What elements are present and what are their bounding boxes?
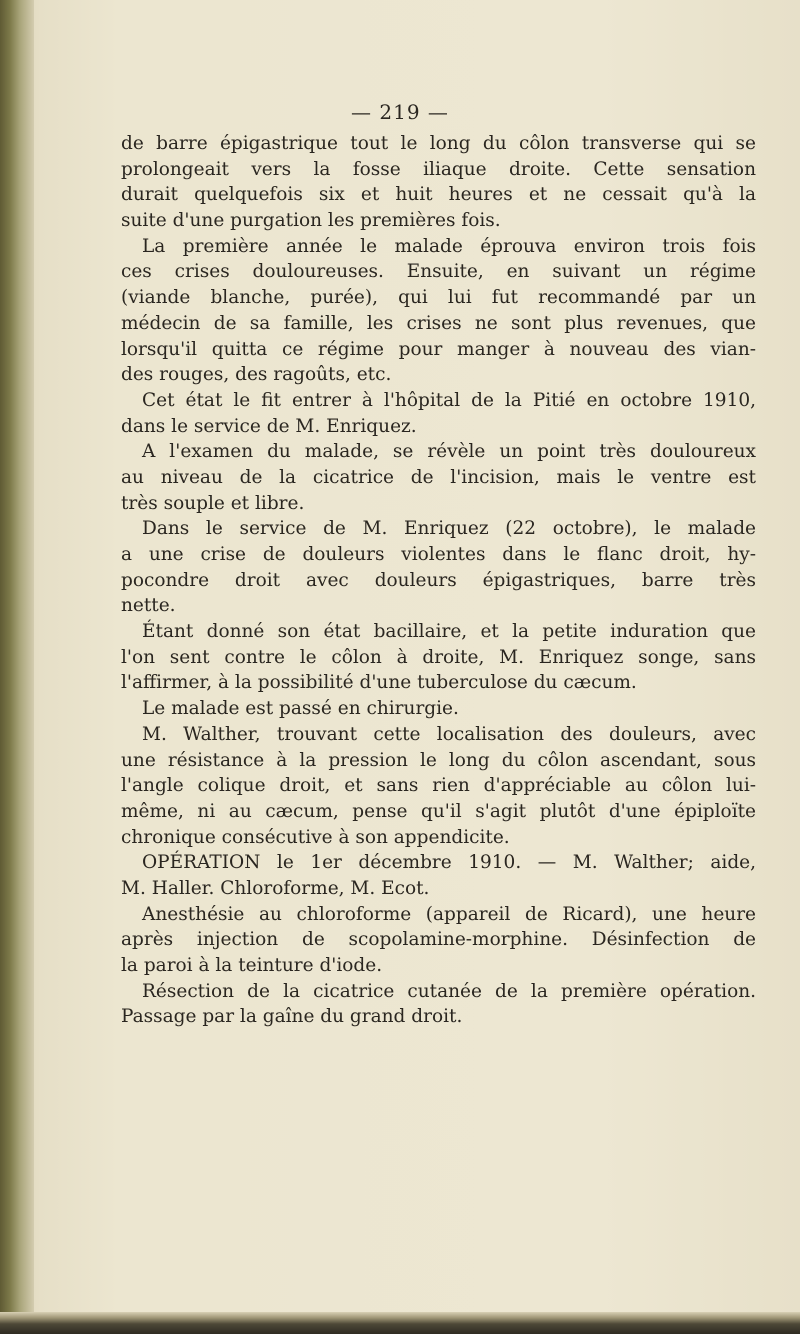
text-line: Dans le service de M. Enriquez (22 octobre), le malade — [142, 518, 756, 540]
text-line: après injection de scopolamine-morphine. Désinfection de — [121, 929, 756, 951]
text-line: médecin de sa famille, les crises ne sont plus revenues, que — [121, 312, 756, 334]
text-line: au niveau de la cicatrice de l'incision, mais le ventre est — [121, 466, 756, 488]
text-line: très souple et libre. — [121, 492, 305, 514]
text-line: des rouges, des ragoûts, etc. — [121, 364, 392, 386]
text-line: M. Walther, trouvant cette localisation des douleurs, avec — [142, 723, 756, 745]
text-line: pocondre droit avec douleurs épigastriques, barre très — [121, 569, 756, 591]
text-line: ces crises douloureuses. Ensuite, en suivant un régime — [121, 261, 756, 283]
text-line: durait quelquefois six et huit heures et ne cessait qu'à la — [121, 184, 756, 206]
text-line: M. Haller. Chloroforme, M. Ecot. — [121, 877, 430, 899]
text-line: lorsqu'il quitta ce régime pour manger à nouveau des vian- — [121, 338, 756, 360]
text-line: A l'examen du malade, se révèle un point très douloureux — [142, 441, 756, 463]
text-line: Anesthésie au chloroforme (appareil de Ricard), une heure — [142, 903, 756, 925]
text-line: l'angle colique droit, et sans rien d'appréciable au côlon lui- — [121, 775, 756, 797]
text-line: Cet état le fit entrer à l'hôpital de la Pitié en octobre 1910, — [142, 389, 756, 411]
text-line: l'on sent contre le côlon à droite, M. Enriquez songe, sans — [121, 646, 756, 668]
body-text — [121, 131, 756, 1030]
text-line: chronique consécutive à son appendicite. — [121, 826, 510, 848]
text-line: l'affirmer, à la possibilité d'une tuberculose du cæcum. — [121, 672, 637, 694]
text-line: de barre épigastrique tout le long du côlon transverse qui se — [121, 133, 756, 154]
text-line: prolongeait vers la fosse iliaque droite. Cette sensation — [121, 158, 756, 180]
text-line: dans le service de M. Enriquez. — [121, 415, 417, 437]
text-line: Passage par la gaîne du grand droit. — [121, 1006, 463, 1028]
text-line: la paroi à la teinture d'iode. — [121, 955, 383, 976]
text-line: (viande blanche, purée), qui lui fut recommandé par un — [121, 287, 756, 309]
page-number: — 219 — — [351, 100, 449, 124]
page-bottom-edge — [0, 1312, 800, 1334]
text-line: nette. — [121, 595, 176, 617]
text-line: suite d'une purgation les premières fois. — [121, 210, 501, 232]
text-line: Le malade est passé en chirurgie. — [142, 698, 459, 720]
text-line: une résistance à la pression le long du côlon ascendant, sous — [121, 749, 756, 771]
text-line: OPÉRATION le 1er décembre 1910. — M. Walther; aide, — [142, 852, 756, 874]
text-line: Résection de la cicatrice cutanée de la première opération. — [142, 980, 756, 1002]
book-gutter — [0, 0, 34, 1334]
text-line: a une crise de douleurs violentes dans le flanc droit, hy- — [121, 544, 756, 565]
text-line: La première année le malade éprouva environ trois fois — [142, 235, 756, 257]
text-line: Étant donné son état bacillaire, et la petite induration que — [142, 621, 756, 643]
text-line: même, ni au cæcum, pense qu'il s'agit plutôt d'une épiploïte — [121, 800, 756, 822]
